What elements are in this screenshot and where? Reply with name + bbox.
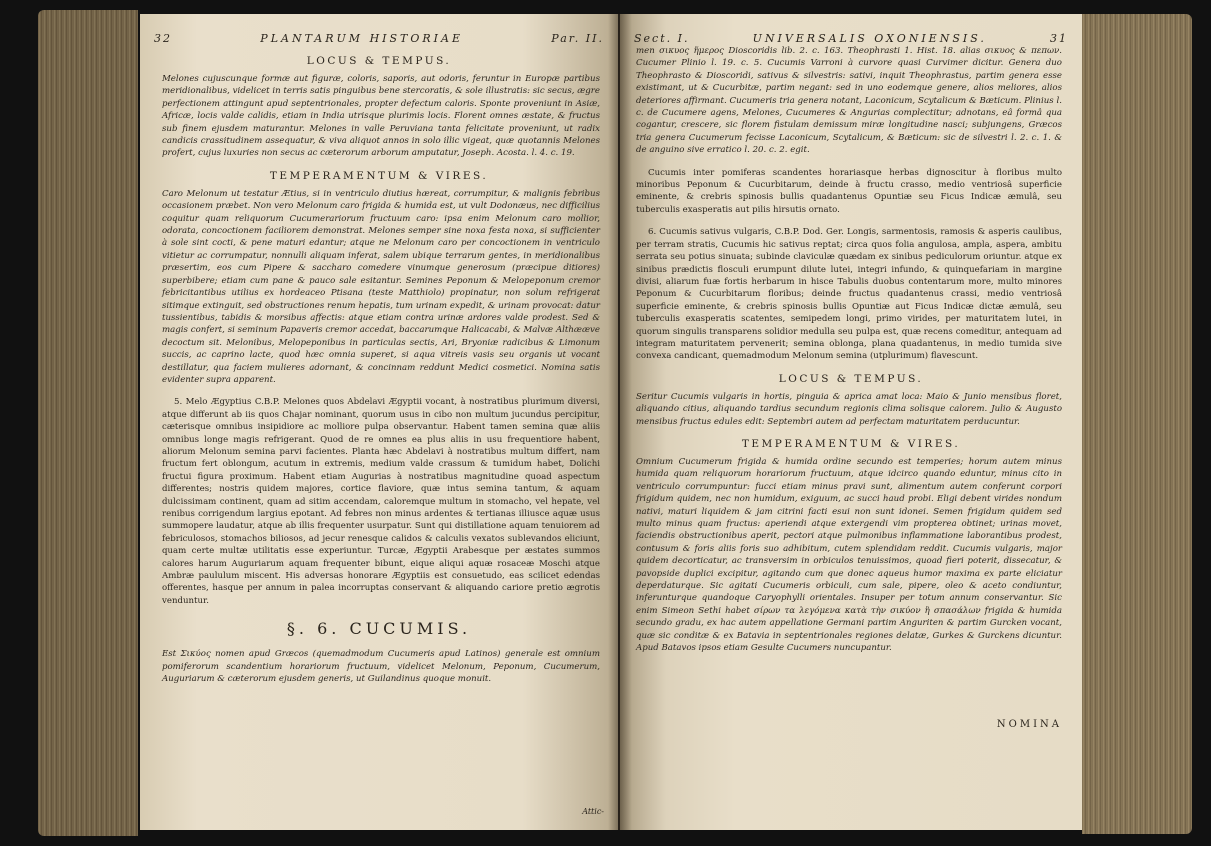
right-page <box>620 14 1082 830</box>
left-section5-text: 5. Melo Ægyptius C.B.P. Melones quos Abdelavi Ægyptii vocant, à nostratibus plurimum diversi, atque differunt ab iis quos Chajar nominant, quorum usus in cibo non multum jucundus percipitur, cæterisque omnibus insipidiore ac molliore pulpa observantur. Habent tamen semina quæ aliis omnibus longe magis refrigerant. Quod de re omnes ea plus aliis in usu frequentiore habent, aliorum Melonum semina parvi facientes. Planta hæc Abdelavi à nostratibus multum differt, nam fructum fert oblongum, acutum in extremis, medium valde crassum & tumidum habet, Dolichi fructui figura proximum. Habent etiam Augurias à nostratibus magnitudine quoad aspectum differentes; nostris quidem majores, cortice flaviore, quæ intus semina tantum, & aquam dulcissimam continent, quam ad sitim accendam, caloremque multum in stomacho, vel hepate, vel renibus corrigendum largius epotant. Ad febres non minus ardentes & tertianas illiusce aquæ usus summopere laudatur, atque ab illis frequenter usurpatur. Sunt qui distillatione aquam tenuiorem ad febriculosos, stomachos biliosos, ad jecur renesque calidos & calculis vexatos sublevandos eliciunt, quam certe multæ utilitatis esse experiuntur. Turcæ, Ægyptii Arabesque per æstates summos calores harum Auguriarum aquam frequenter bibunt, eique aliqui aquæ rosaceæ Moschi atque Ambræ paululum miscent. His adversas honorare Ægyptiis est consuetudo, eas scilicet edendas offerentes, hasque per annum in palea incorruptas conservant & aliquando cariore pretio ægrotis venduntur. <box>162 397 600 606</box>
right-intro-text: men σικυος ἥμερος Dioscoridis lib. 2. c. 163. Theophrasti 1. Hist. 18. alias σικυος & πεπων. Cucumer Plinio l. 19. c. 5. Cucumis Varroni à curvore quasi Curvimer dicitur. Genera duo Theophrasto & Dioscoridi, sativus & silvestris: sativi, inquit Theophrastus, partim genera esse existimant, ut & Cucurbitæ, partim negant: sed in uno eodemque genere, alios meliores, alios deteriores affirmant. Cucumeris tria genera notant, Laconicum, Scytalicum & Bæticum. Plinius l. c. de Cucumere agens, Melones, Cucumeres & Angurias complectitur; adnotans, eâ formâ qua cogantur, crescere, sic florem fistulam demissum miræ longitudine nasci; subjungens, Græcos tria genera Cucumerum fecisse Laconicum, Scytalicum, & Bæticum: sic de silvestri l. 2. c. 1. & de anguino sive erratico l. 20. c. 2. egit. <box>636 46 1062 156</box>
left-page-number: 32 <box>154 32 172 45</box>
left-locus-text: Melones cujuscunque formæ aut figuræ, coloris, saporis, aut odoris, feruntur in Europæ partibus meridionalibus, videlicet in terris satis pinguibus bene stercoratis, & sole illustratis: sic secus, ægre perfectionem attingunt apud septentrionales, propter defectum caloris. Sponte proveniunt in Asiæ, Africæ, locis valde calidis, etiam in India utrisque plurimis locis. Florent omnes æstate, & fructus sub finem ejusdem maturantur. Melones in valle Peruviana tanta felicitate proveniunt, ut radix candicis crassitudinem assequatur, & viva aliquot annos in solo illic vigeat, quæ quotannis Melones profert, cujus luxuries non secus ac cæterorum arborum amputatur, Joseph. Acosta. l. 4. c. 19. <box>162 74 600 159</box>
cucumis-intro: Est Σικύος nomen apud Græcos (quemadmodum Cucumeris apud Latinos) generale est omnium pomiferorum scandentium horariorum fructuum, videlicet Melonum, Peponum, Cucumerum, Auguriarum & cæterorum ejusdem generis, ut Guilandinus quoque monuit. <box>162 649 600 685</box>
left-running-title: PLANTARUM HISTORIAE <box>260 32 463 45</box>
right-running-head <box>620 32 1082 45</box>
right-temperamentum-text: Omnium Cucumerum frigida & humida ordine secundo est temperies; horum autem minus humida quam reliquorum horariorum fructuum, atque idcirco quando eduntur, minus cito in ventriculo corrumpuntur: fucci etiam minus pravi sunt, alimentum autem conferunt corpori frigidum quidem, nec non humidum, exiguum, ac succi haud probi. Eligi debent virides nondum nativi, maturi liquidem & jam citrini facti esui non sunt idonei. Semen frigidum quidem sed multo minus quam fructus: aperiendi atque extergendi vim propterea obtinet; urinas movet, faciendis obstructionibus aperit, pectori atque pulmonibus inflammatione laborantibus prodest, contusum & foris aliis foris suo adhibitum, cutem splendidam reddit. Cucumis vulgaris, major quidem decorticatur, ac transversim in orbiculos tenuissimos, quoad fieri poterit, dissecatur, & pavopside duplici excipitur, agitando cum que donec aqueus humor maxima ex parte eliciatur deperdaturque. Sic agitati Cucumeris orbiculi, cum sale, pipere, oleo & aceto condiuntur, inferunturque quandoque Caryophylli orientales. Insuper per totum annum conservantur. Sic enim Simeon Sethi habet σίρων τα λεγόμενα κατὰ τὴν σικύον ἢ σπασάλων frigida & humida secundo gradu, ex hac autem appellatione Germani partim Anguriten & partim Gurcken vocant, quæ sic conditæ & ex Batavia in septentrionales regiones delatæ, Gurkes & Gurckens dicuntur. Apud Batavos ipsos etiam Gesulte Cucumers nuncupantur. <box>636 456 1062 654</box>
right-catchword: NOMINA <box>996 719 1062 730</box>
left-page <box>140 14 618 830</box>
cucumis-definition: Cucumis inter pomiferas scandentes horariasque herbas dignoscitur à floribus multo minoribus Peponum & Cucurbitarum, deinde à fructu crasso, medio ventriosâ superficie eminente, & crebris spinosis bullis quadantenus Opuntiæ seu Ficus Indicæ æmulâ, seu tuberculis exasperatis aut pilis hirsutis ornato. <box>636 167 1062 215</box>
left-temperamentum-text: Caro Melonum ut testatur Ætius, si in ventriculo diutius hæreat, corrumpitur, & malignis febribus occasionem præbet. Non vero Melonum caro frigida & humida est, ut vult Dodonæus, nec difficilius coquitur quam reliquorum Cucumerariorum fructuum caro: ipsa enim Melonum caro mollior, odorata, concoctionem faciliorem demonstrat. Melones semper sine noxa festa noxa, si sufficienter à sole sint cocti, & pene maturi edantur; atque ne Melonum caro per concoctionem in ventriculo vitietur ac corrumpatur, nonnulli aliquam inferat, salem ubique terrarum gentes, in meridionalibus præsertim, eos cum Pipere & saccharo comedere vinumque generosum (præcipue ditiores) superbibere; etiam cum pane & pauco sale esitantur. Semines Peponum & Melopeponum cremor febricitantibus utilius ex hordeaceo Ptisana (teste Matthiolo) propinatur, non solum refrigerat sitimque extinguit, sed obstructiones renum hepatis, tum urinam expedit, & urinam provocat: datur tussientibus, tabidis & morsibus affectis: atque etiam contra urinæ ardores valde prodest. Sed & magis confert, si seminum Papaveris cremor accedat, baccarumque Halicacabi, & Malvæ Althææve decoctum sit. Melonibus, Melopeponibus in particulas sectis, Ari, Bryoniæ radicibus & Limonum succis, ac caprino lacte, quod hæc omnia superet, si aqua vitreis vasis seu organis ut vocant destillatur, qua faciem mulieres adornant, & concinnam reddunt Medici cosmetici. Nomina satis evidenter supra apparent. <box>162 188 600 385</box>
right-temperamentum-heading: TEMPERAMENTUM & VIRES. <box>741 437 961 450</box>
right-page-number: 31 <box>1049 32 1068 45</box>
left-page-edges <box>38 10 138 836</box>
cucumis-6-text: 6. Cucumis sativus vulgaris, C.B.P. Dod. Ger. Longis, sarmentosis, ramosis & asperis caulibus, per terram stratis, Cucumis hic sativus reptat; circa quos folia angulosa, ampla, aspera, ambitu serrata seu potius sinuata; subinde claviculæ quædam ex sinibus pediculorum oriuntur. atque ex sinibus prædictis flosculi erumpunt dilute lutei, integri infundo, & quinquefariam in margine divisi, aliarum fuæ fortis herbarum in hisce Tabulis duobus contentarum more, multo minores Peponum & Cucurbitarum floribus; deinde fructus quadantenus crassi, medio ventriosâ superficie eminente, & crebris spinosis bullis Opuntiæ aut Ficus Indicæ dictæ æmulâ, seu tuberculis exasperatis scatentes, semipedem longi, primo virides, per maturitatem lutei, in quorum singulis transparens solidior medulla seu pulpa est, quæ recens comeditur, antequam ad integram maturitatem pervenerit; semina oblonga, plana quadantenus, in medio tumida sive convexa candicant, quemadmodum Melonum semina (utplurimum) flavescunt. <box>636 227 1062 362</box>
right-locus-heading: LOCUS & TEMPUS. <box>778 372 924 385</box>
right-page-edges <box>1082 14 1192 834</box>
right-locus-text: Seritur Cucumis vulgaris in hortis, pinguia & aprica amat loca: Maio & Junio mensibus floret, aliquando citius, aliquando tardius secundum regionis clima solisque calorem. Julio & Augusto mensibus fructus edules edit: Septembri autem ad perfectam maturitatem perducuntur. <box>636 391 1062 427</box>
right-running-title: UNIVERSALIS OXONIENSIS. <box>752 32 987 45</box>
left-part-label: Par. II. <box>551 32 604 45</box>
left-temperamentum-heading: TEMPERAMENTUM & VIRES. <box>269 169 489 182</box>
cucumis-heading: §. 6. CUCUMIS. <box>286 619 472 639</box>
right-section-label: Sect. I. <box>634 32 690 45</box>
book-gutter <box>608 14 632 830</box>
left-running-head <box>140 32 618 45</box>
left-locus-heading: LOCUS & TEMPUS. <box>306 55 452 67</box>
left-catchword: Attic- <box>582 807 604 816</box>
